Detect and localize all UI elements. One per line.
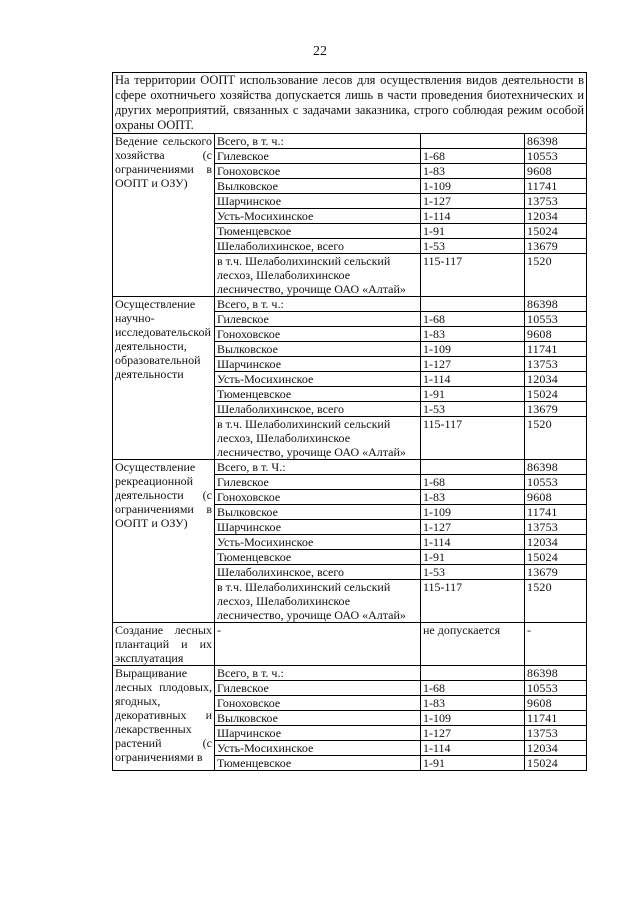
area-cell: 11741	[525, 179, 587, 194]
activity-type-cell: Ведение сельского хозяйства (с ограничениями в ООПТ и ОЗУ)	[113, 134, 215, 297]
forestry-name-cell: Шелаболихинское, всего	[215, 402, 421, 417]
quarters-cell: 1-83	[421, 327, 525, 342]
forestry-name-cell: Гоноховское	[215, 490, 421, 505]
forestry-name-cell: Вылковское	[215, 711, 421, 726]
forestry-name-cell: Гоноховское	[215, 327, 421, 342]
forestry-name-cell: Шарчинское	[215, 520, 421, 535]
forestry-name-cell: Гилевское	[215, 312, 421, 327]
forestry-name-cell: Тюменцевское	[215, 550, 421, 565]
quarters-cell: 1-109	[421, 179, 525, 194]
quarters-cell: 1-68	[421, 475, 525, 490]
quarters-cell: 1-68	[421, 312, 525, 327]
area-cell: 12034	[525, 535, 587, 550]
quarters-cell: 1-53	[421, 565, 525, 580]
area-cell: 13679	[525, 565, 587, 580]
quarters-cell: 1-83	[421, 490, 525, 505]
area-cell: 9608	[525, 327, 587, 342]
quarters-cell: 1-127	[421, 726, 525, 741]
forestry-name-cell: Всего, в т. ч.:	[215, 297, 421, 312]
area-cell: 86398	[525, 297, 587, 312]
area-cell: 11741	[525, 711, 587, 726]
table-row	[113, 666, 587, 681]
area-cell: 12034	[525, 209, 587, 224]
area-cell: 11741	[525, 342, 587, 357]
forestry-name-cell: Шарчинское	[215, 357, 421, 372]
area-cell: 9608	[525, 164, 587, 179]
area-cell: 15024	[525, 756, 587, 771]
quarters-cell	[421, 666, 525, 681]
page-number: 22	[313, 44, 327, 59]
quarters-cell: 1-114	[421, 372, 525, 387]
quarters-cell	[421, 460, 525, 475]
forestry-name-cell: Усть-Мосихинское	[215, 741, 421, 756]
forestry-name-cell: Гоноховское	[215, 696, 421, 711]
intro-row	[113, 73, 587, 134]
forestry-name-cell: Вылковское	[215, 342, 421, 357]
forestry-name-cell: Вылковское	[215, 505, 421, 520]
forestry-name-cell: в т.ч. Шелаболихинский сельский лесхоз, Шелаболихинское лесничество, урочище ОАО «Алтай»	[215, 417, 421, 460]
forestry-name-cell: в т.ч. Шелаболихинский сельский лесхоз, Шелаболихинское лесничество, урочище ОАО «Алтай»	[215, 254, 421, 297]
quarters-cell: 1-109	[421, 342, 525, 357]
quarters-cell: 1-91	[421, 550, 525, 565]
forestry-name-cell: Усть-Мосихинское	[215, 372, 421, 387]
area-cell: 13679	[525, 402, 587, 417]
quarters-cell: не допускается	[421, 623, 525, 666]
quarters-cell: 1-91	[421, 387, 525, 402]
area-cell: 9608	[525, 490, 587, 505]
forest-use-table	[112, 72, 587, 771]
activity-type-cell: Осуществление научно-исследовательской деятельности, образовательной деятельности	[113, 297, 215, 460]
forestry-name-cell: Шелаболихинское, всего	[215, 239, 421, 254]
quarters-cell: 1-53	[421, 239, 525, 254]
intro-text: На территории ООПТ использование лесов для осуществления видов деятельности в сфере охотничьего хозяйства допускается лишь в части проведения биотехнических и других мероприятий, связанных с задачами заказника, строго соблюдая режим особой охраны ООПТ.	[113, 73, 587, 134]
quarters-cell: 1-114	[421, 209, 525, 224]
quarters-cell: 1-127	[421, 194, 525, 209]
forestry-name-cell: -	[215, 623, 421, 666]
quarters-cell: 1-91	[421, 756, 525, 771]
area-cell: 1520	[525, 580, 587, 623]
area-cell: 12034	[525, 372, 587, 387]
forestry-name-cell: Всего, в т. Ч.:	[215, 460, 421, 475]
forestry-name-cell: Тюменцевское	[215, 387, 421, 402]
table-row	[113, 460, 587, 475]
forestry-name-cell: в т.ч. Шелаболихинский сельский лесхоз, Шелаболихинское лесничество, урочище ОАО «Алтай»	[215, 580, 421, 623]
forestry-name-cell: Всего, в т. ч.:	[215, 666, 421, 681]
area-cell: 10553	[525, 475, 587, 490]
area-cell: 1520	[525, 254, 587, 297]
area-cell: 86398	[525, 460, 587, 475]
quarters-cell: 1-83	[421, 696, 525, 711]
quarters-cell: 1-114	[421, 535, 525, 550]
area-cell: 15024	[525, 224, 587, 239]
area-cell: -	[525, 623, 587, 666]
quarters-cell: 115-117	[421, 254, 525, 297]
quarters-cell: 1-53	[421, 402, 525, 417]
forestry-name-cell: Гилевское	[215, 681, 421, 696]
forestry-name-cell: Усть-Мосихинское	[215, 535, 421, 550]
area-cell: 15024	[525, 387, 587, 402]
quarters-cell: 1-127	[421, 520, 525, 535]
forestry-name-cell: Гоноховское	[215, 164, 421, 179]
activity-type-cell: Выращивание лесных плодовых, ягодных, декоративных и лекарственных растений (с ограничениями в	[113, 666, 215, 771]
forestry-name-cell: Гилевское	[215, 149, 421, 164]
forestry-name-cell: Всего, в т. ч.:	[215, 134, 421, 149]
forestry-name-cell: Шелаболихинское, всего	[215, 565, 421, 580]
area-cell: 13753	[525, 357, 587, 372]
table-row	[113, 297, 587, 312]
forestry-name-cell: Шарчинское	[215, 726, 421, 741]
table-row	[113, 134, 587, 149]
area-cell: 13753	[525, 194, 587, 209]
area-cell: 13753	[525, 520, 587, 535]
quarters-cell	[421, 134, 525, 149]
activity-type-cell: Осуществление рекреационной деятельности (с ограничениями в ООПТ и ОЗУ)	[113, 460, 215, 623]
table-body	[113, 73, 587, 771]
area-cell: 86398	[525, 666, 587, 681]
area-cell: 1520	[525, 417, 587, 460]
forestry-name-cell: Усть-Мосихинское	[215, 209, 421, 224]
area-cell: 13753	[525, 726, 587, 741]
forestry-name-cell: Шарчинское	[215, 194, 421, 209]
quarters-cell: 1-68	[421, 681, 525, 696]
forestry-name-cell: Гилевское	[215, 475, 421, 490]
area-cell: 9608	[525, 696, 587, 711]
area-cell: 86398	[525, 134, 587, 149]
forestry-name-cell: Тюменцевское	[215, 756, 421, 771]
area-cell: 11741	[525, 505, 587, 520]
area-cell: 10553	[525, 149, 587, 164]
quarters-cell	[421, 297, 525, 312]
area-cell: 13679	[525, 239, 587, 254]
quarters-cell: 1-91	[421, 224, 525, 239]
area-cell: 10553	[525, 312, 587, 327]
quarters-cell: 115-117	[421, 580, 525, 623]
activity-type-cell: Создание лесных плантаций и их эксплуатация	[113, 623, 215, 666]
quarters-cell: 1-68	[421, 149, 525, 164]
quarters-cell: 1-83	[421, 164, 525, 179]
table-row	[113, 623, 587, 666]
forestry-name-cell: Тюменцевское	[215, 224, 421, 239]
area-cell: 15024	[525, 550, 587, 565]
quarters-cell: 1-109	[421, 505, 525, 520]
quarters-cell: 1-127	[421, 357, 525, 372]
quarters-cell: 1-114	[421, 741, 525, 756]
area-cell: 12034	[525, 741, 587, 756]
quarters-cell: 115-117	[421, 417, 525, 460]
quarters-cell: 1-109	[421, 711, 525, 726]
forestry-name-cell: Вылковское	[215, 179, 421, 194]
area-cell: 10553	[525, 681, 587, 696]
